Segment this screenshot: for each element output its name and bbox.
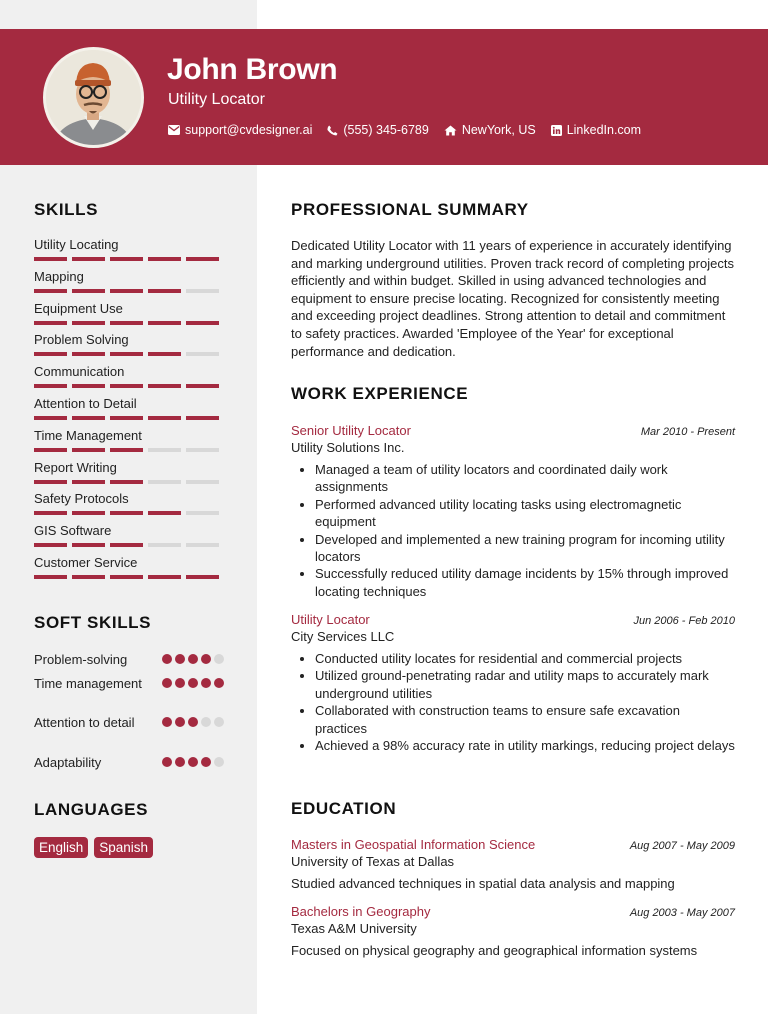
- skill-label: Problem Solving: [34, 332, 129, 348]
- soft-skills-list: [34, 651, 224, 778]
- soft-skill-dot: [162, 717, 172, 727]
- email-text: support@cvdesigner.ai: [185, 123, 313, 137]
- job-date: Jun 2006 - Feb 2010: [633, 615, 735, 627]
- experience-heading: WORK EXPERIENCE: [291, 384, 469, 403]
- skill-level-segment: [186, 289, 219, 293]
- education-heading: EDUCATION: [291, 799, 397, 818]
- job-bullet: • Performed advanced utility locating tasks using electromagnetic equipment: [315, 496, 735, 531]
- skill-level-segment: [72, 257, 105, 261]
- soft-skill-dot: [188, 757, 198, 767]
- linkedin-icon: [551, 125, 562, 136]
- skill-level-segment: [148, 289, 181, 293]
- soft-skill-dot: [175, 678, 185, 688]
- soft-skill-dot: [214, 717, 224, 727]
- language-badge-english: English: [34, 837, 88, 858]
- skill-label: Attention to Detail: [34, 395, 137, 411]
- soft-skill-dot: [188, 717, 198, 727]
- skill-level-bar: [34, 384, 224, 388]
- soft-skill-dot: [201, 717, 211, 727]
- skill-label: Utility Locating: [34, 237, 119, 252]
- header-banner: [0, 29, 768, 165]
- linkedin-text: LinkedIn.com: [566, 123, 642, 137]
- soft-skill-dot: [214, 757, 224, 767]
- education-date: Aug 2003 - May 2007: [629, 907, 735, 919]
- skill-level-segment: [34, 511, 67, 515]
- skill-label: Safety Protocols: [34, 491, 129, 507]
- skill-level-segment: [186, 511, 219, 515]
- skill-level-segment: [110, 575, 143, 579]
- contact-linkedin[interactable]: [551, 123, 641, 137]
- education-entry: [291, 837, 735, 893]
- job-company: City Services LLC: [291, 629, 395, 644]
- skills-list: [34, 237, 224, 587]
- skill-level-segment: [186, 575, 219, 579]
- degree-title: Masters in Geospatial Information Science: [291, 837, 536, 852]
- skill-level-segment: [186, 416, 219, 420]
- skill-label: Customer Service: [34, 554, 138, 570]
- skill-item: [34, 428, 224, 460]
- skill-level-segment: [148, 257, 181, 261]
- skill-level-segment: [72, 511, 105, 515]
- skill-item: [34, 523, 224, 555]
- summary-heading: PROFESSIONAL SUMMARY: [291, 200, 529, 219]
- skill-level-segment: [72, 543, 105, 547]
- job-title: Utility Locator: [291, 612, 370, 627]
- skill-level-segment: [34, 384, 67, 388]
- soft-skill-dots: [159, 678, 224, 714]
- skill-level-bar: [34, 257, 224, 261]
- job-bullet: • Utilized ground-penetrating radar and utility maps to accurately mark underground utilities: [315, 667, 735, 702]
- skill-level-segment: [110, 289, 143, 293]
- skill-level-bar: [34, 480, 224, 484]
- skill-level-segment: [34, 480, 67, 484]
- skill-level-segment: [186, 384, 219, 388]
- skill-level-segment: [148, 511, 181, 515]
- soft-skill-label: Time management: [34, 676, 142, 691]
- skill-label: Communication: [34, 364, 125, 380]
- skill-level-bar: [34, 543, 224, 547]
- job-company: Utility Solutions Inc.: [291, 440, 405, 455]
- skill-level-segment: [34, 289, 67, 293]
- skills-heading: SKILLS: [34, 200, 99, 219]
- contact-phone[interactable]: [327, 123, 428, 137]
- soft-skill-dots: [159, 717, 224, 754]
- soft-skill-dot: [162, 678, 172, 688]
- job-bullets: [291, 461, 735, 600]
- job-bullet: • Managed a team of utility locators and coordinated daily work assignments: [315, 461, 735, 496]
- phone-text: (555) 345-6789: [343, 123, 429, 137]
- skill-level-segment: [72, 575, 105, 579]
- skill-level-segment: [186, 480, 219, 484]
- contact-location[interactable]: [444, 123, 536, 137]
- soft-skill-dot: [214, 678, 224, 688]
- soft-skill-dot: [188, 678, 198, 688]
- skill-level-segment: [110, 480, 143, 484]
- job-bullet: • Developed and implemented a new training program for incoming utility locators: [315, 531, 735, 566]
- skill-item: [34, 269, 224, 301]
- soft-skill-dot: [175, 654, 185, 664]
- skill-level-segment: [72, 480, 105, 484]
- skill-label: Time Management: [34, 427, 142, 443]
- skill-item: [34, 332, 224, 364]
- skill-level-segment: [34, 448, 67, 452]
- skill-level-segment: [148, 480, 181, 484]
- soft-skill-item: [34, 754, 224, 778]
- skill-level-segment: [186, 257, 219, 261]
- skill-level-bar: [34, 511, 224, 515]
- contact-email[interactable]: [168, 123, 312, 137]
- soft-skill-item: [34, 675, 224, 714]
- avatar: [43, 47, 144, 148]
- skill-level-bar: [34, 448, 224, 452]
- candidate-title: Utility Locator: [168, 91, 265, 108]
- soft-skill-dots: [159, 757, 224, 778]
- soft-skill-item: [34, 651, 224, 675]
- skill-level-bar: [34, 352, 224, 356]
- skill-level-segment: [148, 321, 181, 325]
- skill-level-segment: [34, 352, 67, 356]
- location-text: NewYork, US: [461, 123, 536, 137]
- soft-skill-dot: [214, 654, 224, 664]
- skill-level-segment: [148, 416, 181, 420]
- skill-level-bar: [34, 289, 224, 293]
- soft-skill-dot: [201, 757, 211, 767]
- skill-item: [34, 237, 224, 269]
- skill-label: Equipment Use: [34, 300, 123, 316]
- skill-level-segment: [72, 289, 105, 293]
- skill-level-segment: [110, 543, 143, 547]
- skill-level-segment: [72, 416, 105, 420]
- education-description: Focused on physical geography and geographical information systems: [291, 943, 698, 958]
- soft-skill-dot: [175, 717, 185, 727]
- skill-level-segment: [110, 352, 143, 356]
- skill-level-segment: [148, 575, 181, 579]
- skill-item: [34, 460, 224, 492]
- skill-item: [34, 301, 224, 333]
- languages-heading: LANGUAGES: [34, 800, 149, 819]
- job-bullet: • Achieved a 98% accuracy rate in utility markings, reducing project delays: [315, 737, 735, 754]
- home-icon: [444, 125, 457, 136]
- contact-bar: [168, 123, 656, 137]
- skill-level-segment: [148, 352, 181, 356]
- skill-item: [34, 364, 224, 396]
- skill-level-segment: [110, 384, 143, 388]
- envelope-icon: [168, 125, 180, 135]
- job-bullet: • Collaborated with construction teams to ensure safe excavation practices: [315, 702, 735, 737]
- skill-level-segment: [148, 384, 181, 388]
- skill-level-segment: [186, 448, 219, 452]
- education-description: Studied advanced techniques in spatial data analysis and mapping: [291, 876, 675, 891]
- skill-level-segment: [34, 257, 67, 261]
- soft-skill-dot: [201, 678, 211, 688]
- skill-label: Report Writing: [34, 459, 117, 475]
- skill-level-segment: [110, 448, 143, 452]
- education-entry: [291, 904, 735, 960]
- soft-skill-label: Adaptability: [34, 755, 102, 770]
- soft-skill-dot: [201, 654, 211, 664]
- skill-level-segment: [34, 321, 67, 325]
- skill-level-segment: [110, 321, 143, 325]
- skill-level-segment: [110, 416, 143, 420]
- skill-level-segment: [72, 384, 105, 388]
- languages-list: [34, 837, 159, 858]
- soft-skill-dot: [188, 654, 198, 664]
- soft-skill-dot: [175, 757, 185, 767]
- skill-level-bar: [34, 416, 224, 420]
- skill-level-segment: [72, 321, 105, 325]
- school-name: Texas A&M University: [291, 921, 417, 936]
- education-date: Aug 2007 - May 2009: [629, 840, 735, 852]
- skill-level-bar: [34, 575, 224, 579]
- skill-level-segment: [72, 352, 105, 356]
- language-badge-spanish: Spanish: [94, 837, 153, 858]
- skill-level-segment: [148, 543, 181, 547]
- soft-skill-label: Problem-solving: [34, 652, 128, 667]
- degree-title: Bachelors in Geography: [291, 904, 431, 919]
- skill-level-segment: [186, 352, 219, 356]
- soft-skill-dot: [162, 757, 172, 767]
- skill-label: GIS Software: [34, 523, 112, 539]
- skill-item: [34, 396, 224, 428]
- job-bullet: • Conducted utility locates for residential and commercial projects: [315, 650, 735, 667]
- skill-level-segment: [34, 416, 67, 420]
- skill-level-segment: [72, 448, 105, 452]
- job-entry: [291, 612, 735, 754]
- soft-skills-heading: SOFT SKILLS: [34, 613, 152, 632]
- soft-skill-dot: [162, 654, 172, 664]
- skill-level-segment: [186, 321, 219, 325]
- job-entry: [291, 423, 735, 600]
- job-bullet: • Successfully reduced utility damage incidents by 15% through improved locating techniques: [315, 565, 735, 600]
- candidate-name: John Brown: [167, 53, 338, 86]
- skill-level-segment: [148, 448, 181, 452]
- soft-skill-dots: [159, 654, 224, 675]
- skill-level-segment: [110, 511, 143, 515]
- skill-level-segment: [34, 543, 67, 547]
- school-name: University of Texas at Dallas: [291, 854, 455, 869]
- skill-level-bar: [34, 321, 224, 325]
- skill-label: Mapping: [34, 268, 84, 284]
- skill-level-segment: [110, 257, 143, 261]
- soft-skill-item: [34, 714, 224, 754]
- skill-level-segment: [34, 575, 67, 579]
- job-title: Senior Utility Locator: [291, 423, 411, 438]
- skill-item: [34, 491, 224, 523]
- job-bullets: [291, 650, 735, 754]
- soft-skill-label: Attention to detail: [34, 715, 135, 730]
- phone-icon: [327, 125, 338, 136]
- skill-item: [34, 555, 224, 587]
- summary-text: Dedicated Utility Locator with 11 years of experience in accurately identifying and marking underground utilities. Proven track record of completing projects efficiently and within budget. Skilled in using advanced technologies and equipment to ensure precise locating. Recognized for consistently meeting and exceeding project deadlines. Strong attention to detail and commitment to safety practices. Awarded 'Employee of the Year' for exceptional performance and dedication.: [291, 238, 734, 359]
- job-date: Mar 2010 - Present: [640, 426, 735, 438]
- skill-level-segment: [186, 543, 219, 547]
